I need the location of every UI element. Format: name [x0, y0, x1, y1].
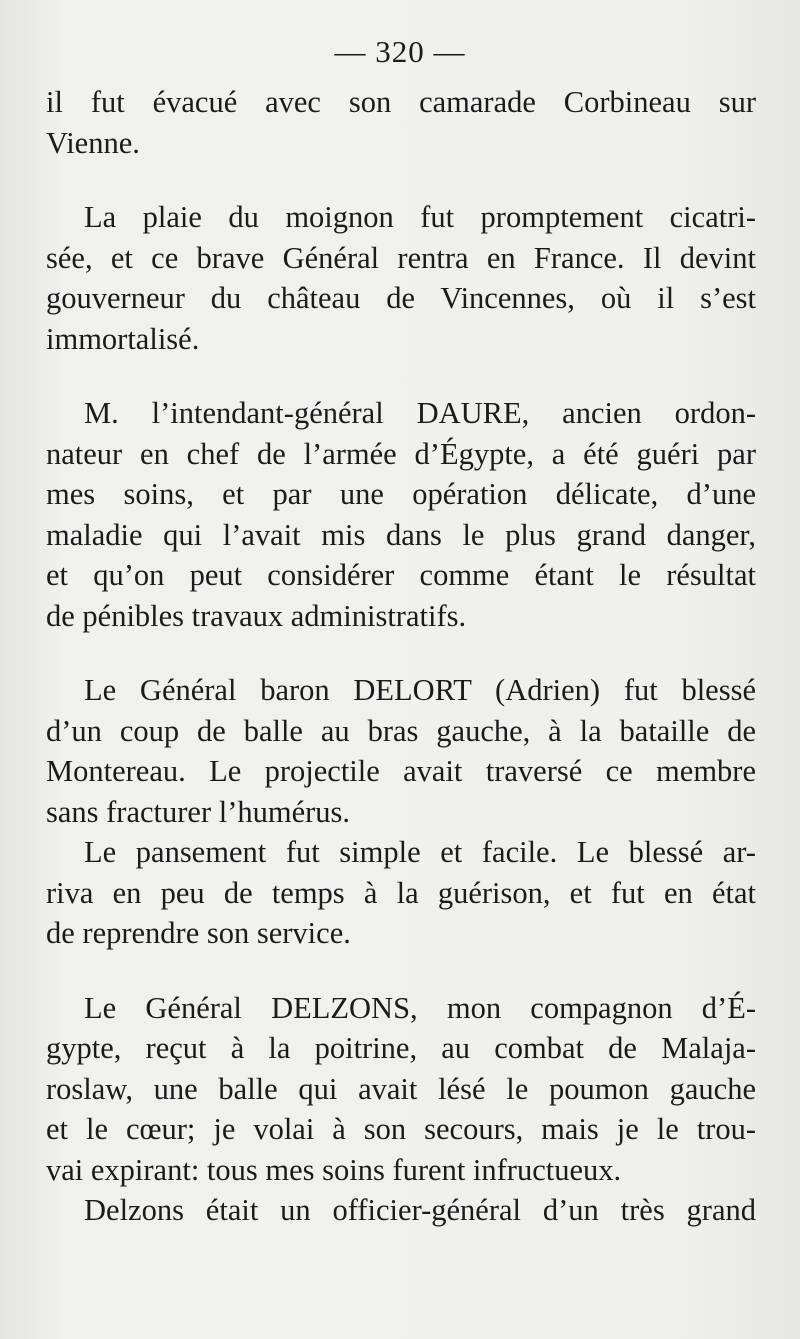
- text-line: roslaw, une balle qui avait lésé le poumon gauche: [46, 1071, 756, 1106]
- text-line: Vienne.: [46, 125, 140, 160]
- text-line: M. l’intendant-général DAURE, ancien ordon-: [84, 396, 756, 430]
- text-line: Le Général DELZONS, mon compagnon d’É-: [84, 990, 756, 1025]
- text-line: et qu’on peut considérer comme étant le résultat: [46, 558, 756, 592]
- paragraph: [46, 988, 756, 1191]
- page-body: [46, 82, 756, 1231]
- paragraph: [46, 670, 756, 832]
- text-line: de reprendre son service.: [46, 916, 351, 950]
- text-line: mes soins, et par une opération délicate, d’une: [46, 477, 756, 511]
- text-line: gouverneur du château de Vincennes, où il s’est: [46, 281, 756, 315]
- text-line: Le pansement fut simple et facile. Le blessé ar-: [84, 835, 756, 869]
- text-line: immortalisé.: [46, 321, 200, 356]
- text-line: gypte, reçut à la poitrine, au combat de Malaja-: [46, 1031, 756, 1065]
- paragraph: [46, 197, 756, 359]
- text-line: Le Général baron DELORT (Adrien) fut blessé: [84, 673, 756, 707]
- text-line: et le cœur; je volai à son secours, mais je le trou-: [46, 1112, 756, 1146]
- text-line: Montereau. Le projectile avait traversé ce membre: [46, 754, 756, 788]
- text-line: de pénibles travaux administratifs.: [46, 598, 467, 633]
- paragraph: [46, 1190, 756, 1231]
- text-line: vai expirant: tous mes soins furent infructueux.: [46, 1152, 622, 1187]
- text-line: sée, et ce brave Général rentra en France. Il devint: [46, 240, 756, 275]
- text-line: riva en peu de temps à la guérison, et fut en état: [46, 875, 756, 910]
- paragraph: [46, 393, 756, 636]
- page-number-header: — 320 —: [334, 34, 466, 69]
- paragraph: [46, 832, 756, 954]
- text-line: maladie qui l’avait mis dans le plus grand danger,: [46, 517, 756, 552]
- text-line: La plaie du moignon fut promptement cicatri-: [84, 200, 756, 234]
- paragraph: [46, 82, 756, 163]
- text-line: nateur en chef de l’armée d’Égypte, a été guéri par: [46, 436, 756, 471]
- text-line: d’un coup de balle au bras gauche, à la bataille de: [46, 713, 756, 748]
- text-line: sans fracturer l’humérus.: [46, 794, 351, 829]
- text-line: Delzons était un officier-général d’un très grand: [84, 1193, 756, 1227]
- text-line: il fut évacué avec son camarade Corbineau sur: [46, 85, 756, 119]
